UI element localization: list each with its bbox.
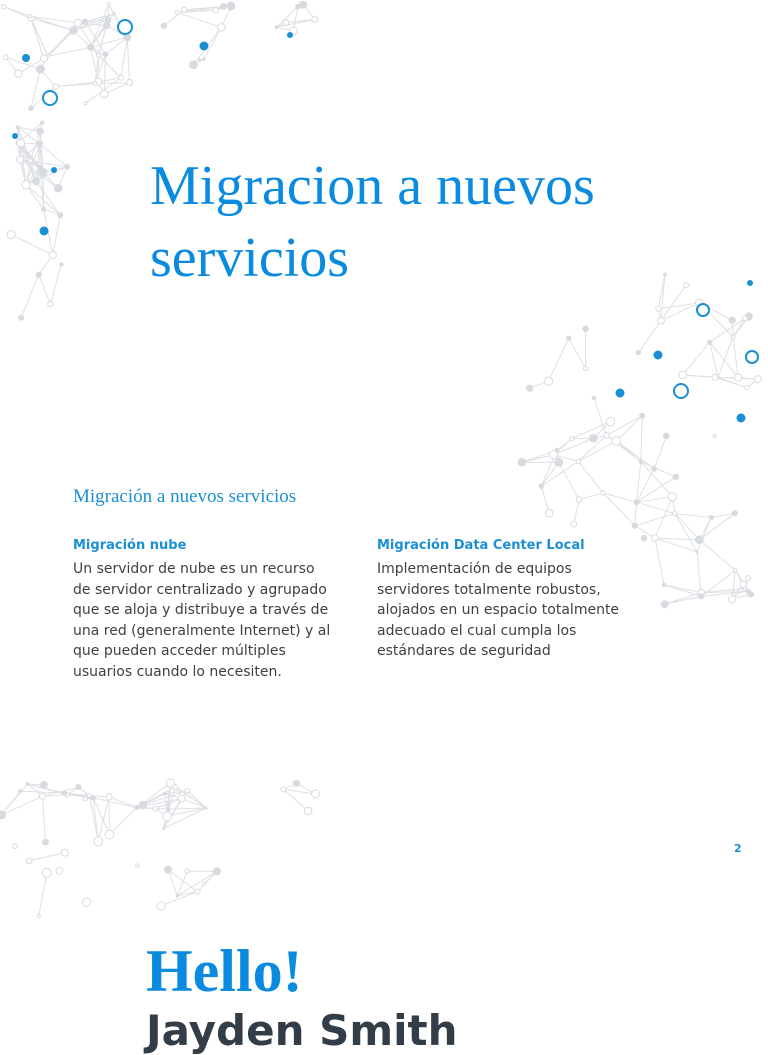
page-number: 2 xyxy=(734,842,742,855)
column-migracion-nube xyxy=(73,538,333,683)
slide-hello xyxy=(0,778,768,1024)
hello-title: Hello! xyxy=(146,938,303,1004)
slide-title: Migracion a nuevos servicios xyxy=(150,150,730,294)
network-decoration-icon xyxy=(0,778,768,1024)
section-title: Migración a nuevos servicios xyxy=(73,486,296,508)
presenter-name: Jayden Smith xyxy=(146,1006,458,1055)
column-body: Un servidor de nube es un recurso de servidor centralizado y agrupado que se aloja y distribuye a través de una red (generalmente Internet) y al que pueden acceder múltiples usuarios cuando lo necesiten. xyxy=(73,559,333,683)
column-body: Implementación de equipos servidores totalmente robustos, alojados en un espacio totalmente adecuado el cual cumpla los estándares de seguridad xyxy=(377,559,637,662)
column-data-center-local xyxy=(377,538,637,662)
column-heading: Migración Data Center Local xyxy=(377,538,637,553)
column-heading: Migración nube xyxy=(73,538,333,553)
